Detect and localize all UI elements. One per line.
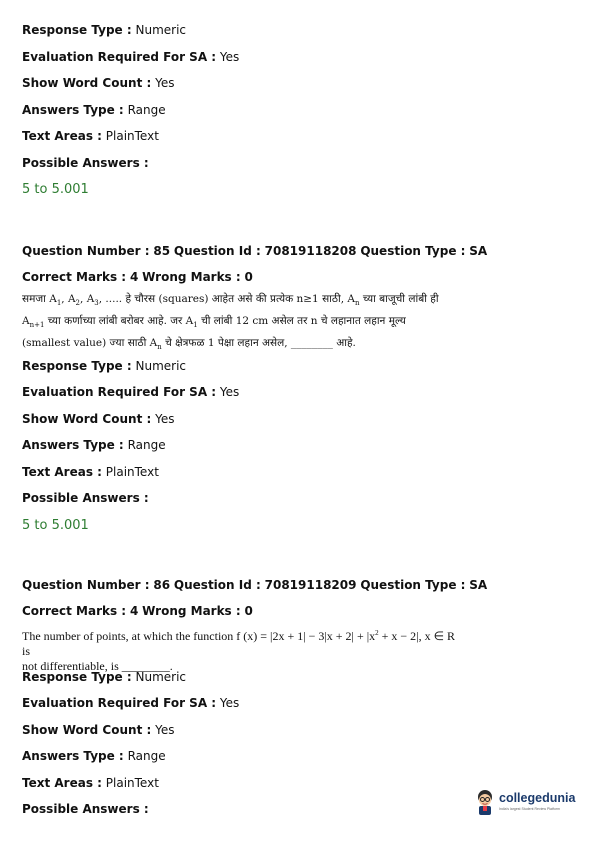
- mascot-icon: [473, 788, 497, 816]
- marks-row-86: Correct Marks : 4 Wrong Marks : 0: [22, 604, 253, 618]
- possible-answer-value-85: 5 to 5.001: [22, 518, 89, 533]
- possible-answers-label: Possible Answers :: [22, 156, 149, 170]
- show-word-count-row: Show Word Count : Yes: [22, 76, 175, 90]
- question-text-86-line1: The number of points, at which the function f $(x) = |2x + 1| - 3|x + 2| + |x^2 + x - 2|$, x ∈ R is: [22, 629, 456, 658]
- question-text-85-line1: समजा $A_1$, $A_2$, $A_3$, ..... हे चौरस (squares) आहेत असे की प्रत्येक n≥1 साठी, $A_n$ च्या बाजूची लांबी ही: [22, 293, 439, 308]
- possible-answer-value: 5 to 5.001: [22, 182, 89, 197]
- evaluation-required-row-85: Evaluation Required For SA : Yes: [22, 385, 240, 399]
- response-type-row: Response Type : Numeric: [22, 23, 187, 37]
- evaluation-required-row-86: Evaluation Required For SA : Yes: [22, 696, 240, 710]
- answers-type-row: Answers Type : Range: [22, 103, 166, 117]
- answers-type-row-86: Answers Type : Range: [22, 749, 166, 763]
- question-text-85-line3: (smallest value) ज्या साठी $A_n$ चे क्षेत्रफळ 1 पेक्षा लहान असेल, ________ आहे.: [22, 337, 356, 352]
- response-type-row-85: Response Type : Numeric: [22, 359, 187, 373]
- answers-type-row-85: Answers Type : Range: [22, 438, 166, 452]
- response-type-row-86: Response Type : Numeric: [22, 670, 187, 684]
- collegedunia-logo: [473, 788, 585, 818]
- text-areas-row: Text Areas : PlainText: [22, 129, 159, 143]
- marks-row-85: Correct Marks : 4 Wrong Marks : 0: [22, 270, 253, 284]
- text-areas-row-86: Text Areas : PlainText: [22, 776, 159, 790]
- show-word-count-row-85: Show Word Count : Yes: [22, 412, 175, 426]
- evaluation-required-row: Evaluation Required For SA : Yes: [22, 50, 240, 64]
- question-header-86: Question Number : 86 Question Id : 70819118209 Question Type : SA: [22, 578, 488, 592]
- show-word-count-row-86: Show Word Count : Yes: [22, 723, 175, 737]
- logo-tagline: India's largest Student Review Platform: [499, 807, 560, 811]
- question-text-86: [22, 626, 462, 674]
- logo-name: collegedunia: [499, 791, 576, 805]
- question-text-86-line2: not differentiable, is ________.: [22, 659, 173, 673]
- question-text-85-line2: $A_{n+1}$ च्या कर्णाच्या लांबी बरोबर आहे. जर $A_1$ ची लांबी 12 cm असेल तर n चे लहानात लहान मूल्य: [22, 315, 406, 330]
- question-text-85: [22, 290, 462, 356]
- possible-answers-label-85: Possible Answers :: [22, 491, 149, 505]
- question-header-85: Question Number : 85 Question Id : 70819118208 Question Type : SA: [22, 244, 488, 258]
- text-areas-row-85: Text Areas : PlainText: [22, 465, 159, 479]
- possible-answers-label-86: Possible Answers :: [22, 802, 149, 816]
